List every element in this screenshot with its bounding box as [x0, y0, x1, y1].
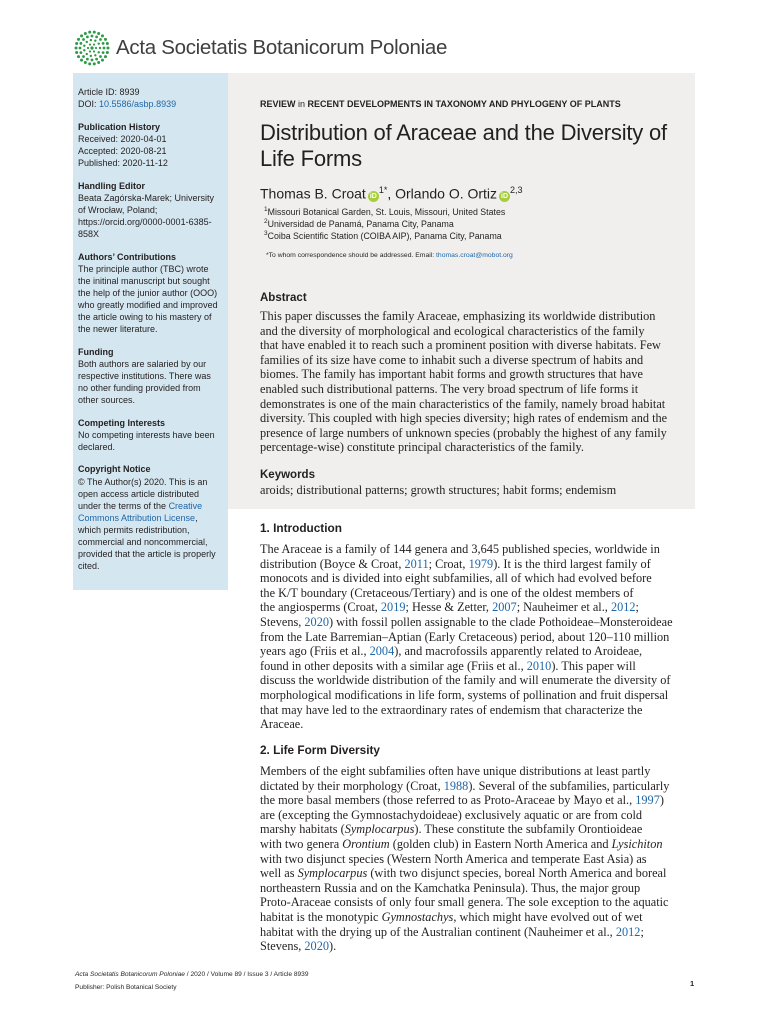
text-run: morphological modifications in life form, systems of pollination and fruit dispersal [260, 688, 669, 702]
abstract-line: presence of large numbers of unknown species (probably the highest of any family [260, 425, 667, 440]
paragraph-line [260, 779, 669, 794]
logo-dot [84, 61, 87, 64]
text-run: that may have led to the extraordinary rates of endemism that characterize the [260, 702, 643, 717]
author-1-name: Thomas B. Croat [260, 185, 366, 202]
publication-history [78, 121, 223, 169]
logo-dot [77, 55, 80, 58]
text-run: found in other deposits with a similar age (Friis et al., [260, 658, 527, 673]
author-2-name: Orlando O. Ortiz [395, 185, 498, 202]
citation-link[interactable]: 2012 [615, 924, 641, 939]
citation-link[interactable]: 2007 [492, 600, 517, 615]
citation-link[interactable]: 2011 [404, 556, 429, 571]
logo-dot [88, 31, 91, 34]
kicker-in: in [295, 99, 308, 109]
text-run: Stevens, [260, 615, 305, 629]
logo-dot [102, 42, 105, 45]
logo-dot [77, 38, 80, 41]
article-kicker [260, 99, 621, 109]
logo-dot [106, 51, 109, 54]
logo-dot [90, 39, 92, 41]
citation-link[interactable]: 1979 [468, 556, 494, 571]
contrib-heading: Authors’ Contributions [78, 251, 176, 262]
paragraph-line [260, 673, 671, 688]
published-date: Published: 2020-11-12 [78, 157, 168, 168]
article-id: Article ID: 8939 [78, 87, 140, 97]
citation-link[interactable]: 2020 [304, 939, 329, 954]
paragraph-line [260, 837, 663, 852]
logo-dot [93, 62, 96, 65]
editor-heading: Handling Editor [78, 180, 145, 191]
paragraph-line [260, 630, 669, 645]
text-run: ), and macrofossils apparently related to Aroideae, [394, 644, 643, 659]
logo-dot [88, 62, 91, 65]
affiliation-1 [264, 206, 505, 217]
logo-dot [83, 49, 85, 51]
logo-dot [75, 51, 78, 54]
logo-dot [75, 42, 78, 45]
logo-dot [79, 47, 82, 50]
author-2-sup: 2,3 [510, 185, 523, 195]
abstract-line: that have enabled it to reach such a prominent position with diverse habitats. Few [260, 338, 661, 353]
affiliation-text: Coiba Scientific Station (COIBA AIP), Panama City, Panama [267, 230, 502, 241]
logo-dot [95, 36, 98, 39]
text-run: the more basal members (those referred to as Proto-Araceae by Mayo et al., [260, 793, 636, 808]
footer-citation [75, 971, 309, 978]
correspondence-note [266, 252, 513, 259]
citation-link[interactable]: 2010 [526, 658, 552, 673]
section-introduction-heading: 1. Introduction [260, 521, 342, 535]
paragraph-line [260, 703, 642, 718]
abstract-line: enabled such distributional patterns. The very broad spectrum of life forms it [260, 382, 639, 396]
abstract-line: demonstrates is one of the main characteristics of the family, namely broad habitat [260, 396, 666, 411]
orcid-icon[interactable]: iD [501, 192, 509, 200]
logo-dot [101, 59, 104, 62]
logo-dot [91, 59, 94, 62]
text-run: discuss the worldwide distribution of the family and will enumerate the diversity of [260, 673, 671, 688]
kicker-topic: RECENT DEVELOPMENTS IN TAXONOMY AND PHYLOGENY OF PLANTS [307, 99, 621, 109]
text-run: ). [329, 939, 337, 954]
logo-dot [84, 32, 87, 35]
text-run: Proto-Araceae consists of only four small genera. The sole exception to the aquatic [260, 895, 669, 910]
copyright-text [78, 476, 223, 573]
affiliation-text: Universidad de Panamá, Panama City, Panama [267, 218, 454, 229]
handling-editor [78, 180, 223, 240]
paragraph-line [260, 910, 643, 925]
abstract-line: families of its size have come to inhabit such a diverse spectrum of habits and [260, 352, 644, 367]
correspondence-text: *To whom correspondence should be addressed. Email: [266, 252, 437, 259]
funding-text: Both authors are salaried by our respective institutions. There was no other funding provided from other sources. [78, 358, 211, 406]
text-run: marshy habitats ( [260, 822, 345, 837]
author-1-sup: 1* [378, 185, 388, 195]
logo-dot [82, 55, 85, 58]
paragraph-line [260, 793, 664, 808]
text-run: the angiosperms (Croat, [260, 600, 381, 615]
logo-dot [106, 42, 109, 45]
text-run: Members of the eight subfamilies often have unique distributions at least partly [260, 764, 651, 778]
text-run: monocots and is divided into eight subfamilies, all of which had evolved before [260, 571, 652, 586]
affiliation-number: 3 [264, 230, 268, 237]
logo-dot [82, 38, 85, 41]
text-run: distribution (Boyce & Croat, [260, 556, 405, 571]
abstract-line: diversity. This coupled with high species diversity; high rates of endemism and the [260, 411, 668, 426]
interests-text: No competing interests have been declared. [78, 429, 215, 452]
paragraph-line [260, 764, 650, 779]
accepted-date: Accepted: 2020-08-21 [78, 145, 167, 156]
text-run: from the Late Barremian–Aptian (Early Cretaceous) period, about 120–110 million [260, 629, 670, 644]
funding [78, 346, 223, 406]
copyright-notice [78, 463, 223, 572]
journal-logo-icon [74, 30, 110, 66]
logo-dot [99, 55, 102, 58]
article-info-sidebar [73, 73, 228, 590]
taxon-name: Gymnostachys [381, 910, 454, 924]
paragraph-line [260, 925, 644, 940]
text-run: habitat is the monotypic [260, 910, 382, 924]
paragraph-line [260, 808, 642, 823]
paragraph-line [260, 822, 642, 837]
text-run: dictated by their morphology (Croat, [260, 778, 444, 793]
text-run: ; [635, 600, 639, 615]
abstract-heading: Abstract [260, 292, 307, 304]
abstract-line: and the diversity of morphological and ecological characteristics of the family [260, 323, 645, 338]
citation-link[interactable]: 2020 [304, 615, 329, 629]
text-run: with two disjunct species (Western North America and temperate East Asia) as [260, 851, 647, 866]
text-run: are (excepting the Gymnostachydoideae) exclusively aquatic or are from cold [260, 807, 643, 822]
text-run: well as [260, 866, 298, 881]
copyright-text-1: © The Author(s) 2020. This is an open access article distributed under the terms of the [78, 476, 208, 511]
logo-dot [80, 51, 83, 54]
contrib-text: The principle author (TBC) wrote the initinal manuscript but sought the help of the junior author (OOO) who greatly modified and improved the article owing to his mastery of the newer literature. [78, 263, 218, 335]
logo-dot [86, 53, 88, 55]
logo-dot [94, 54, 96, 56]
keywords-text: aroids; distributional patterns; growth structures; habit forms; endemism [260, 483, 617, 497]
citation-link[interactable]: 1997 [635, 793, 660, 808]
journal-masthead [74, 28, 447, 68]
text-run: ; Croat, [428, 556, 469, 571]
logo-dot [104, 38, 107, 41]
paragraph-line [260, 852, 647, 867]
journal-title: Acta Societatis Botanicorum Poloniae [116, 36, 448, 59]
copyright-text-2: , which permits redistribution, commercial and noncommercial, provided that the article is properly cited. [78, 512, 216, 572]
interests-heading: Competing Interests [78, 417, 166, 428]
paragraph-line [260, 866, 666, 881]
logo-dot [103, 47, 106, 50]
doi-link[interactable]: 10.5586/asbp.8939 [99, 99, 177, 110]
affiliation-3 [264, 230, 502, 241]
logo-dot [80, 34, 83, 37]
taxon-name: Symplocarpus [344, 822, 415, 837]
text-run: (golden club) in Eastern North America and [389, 837, 612, 851]
logo-dot [91, 35, 94, 38]
text-run: Stevens, [260, 939, 305, 954]
text-run: The Araceae is a family of 144 genera and 3,645 published species, worldwide in [260, 542, 660, 556]
doi-line [78, 98, 223, 110]
footer-volume-info: / 2020 / Volume 89 / Issue 3 / Article 8939 [184, 971, 309, 978]
logo-dot [95, 47, 97, 49]
logo-dot [89, 43, 91, 45]
history-heading: Publication History [78, 121, 161, 132]
footer-publisher: Publisher: Polish Botanical Society [75, 984, 177, 991]
logo-dot [98, 51, 100, 53]
abstract-line: percentage-wise) constitute principal characteristics of the family. [260, 440, 584, 455]
citation-link[interactable]: 2019 [380, 600, 406, 615]
text-run: ). This paper will [551, 658, 636, 673]
orcid-icon[interactable]: iD [369, 192, 377, 200]
logo-dot [102, 51, 105, 54]
text-run: , which might have evolved out of wet [453, 910, 643, 924]
editor-text: Beata Zagórska-Marek; University of Wrocław, Poland; https://orcid.org/0000-0001-6385-858X [78, 192, 215, 239]
authors-contributions [78, 251, 223, 336]
logo-dot [87, 47, 89, 49]
logo-dot [97, 32, 100, 35]
text-run: ; Nauheimer et al., [516, 600, 611, 615]
author-line [260, 185, 523, 202]
abstract-line: This paper discusses the family Araceae, emphasizing its worldwide distribution [260, 309, 656, 323]
citation-link[interactable]: 2012 [610, 600, 636, 615]
paragraph-line [260, 644, 642, 659]
affiliation-number: 2 [264, 218, 268, 225]
logo-dot [80, 59, 83, 62]
text-run: ). It is the third largest family of [493, 556, 651, 571]
affiliation-number: 1 [264, 206, 268, 213]
text-run: ) with fossil pollen assignable to the clade Pothoideae–Monsteroideae [329, 615, 673, 629]
logo-dot [86, 58, 89, 61]
logo-dot [86, 41, 88, 43]
keywords-heading: Keywords [260, 469, 315, 481]
logo-dot [93, 50, 95, 52]
text-run: ; [640, 924, 644, 939]
text-run: ; Hesse & Zetter, [405, 600, 493, 615]
text-run: years ago (Friis et al., [260, 644, 370, 659]
logo-dot [99, 38, 102, 41]
taxon-name: Lysichiton [611, 837, 663, 851]
logo-dot [94, 40, 96, 42]
logo-dot [90, 55, 92, 57]
kicker-review: REVIEW [260, 99, 296, 109]
paragraph-line [260, 688, 668, 703]
logo-dot [80, 42, 83, 45]
paragraph-line [260, 557, 651, 572]
logo-dot [93, 31, 96, 34]
article-title: Distribution of Araceae and the Diversity of Life Forms [260, 120, 667, 171]
logo-dot [107, 47, 110, 50]
paragraph-line [260, 615, 673, 630]
text-run: ) [659, 793, 664, 808]
doi-prefix: DOI: [78, 99, 100, 110]
paragraph-line [260, 600, 639, 615]
paragraph-line [260, 895, 669, 910]
logo-dot [75, 47, 78, 50]
competing-interests [78, 417, 223, 453]
paragraph-line [260, 586, 634, 601]
logo-dot [83, 45, 85, 47]
citation-link[interactable]: 1988 [443, 778, 469, 793]
text-run: ). Several of the subfamilies, particularly [468, 778, 670, 793]
logo-dot [95, 58, 98, 61]
author-separator: , [387, 185, 396, 202]
section-life-forms-heading: 2. Life Form Diversity [260, 743, 380, 757]
paragraph-line [260, 881, 640, 896]
text-run: northeastern Russia and on the Kamchatka Peninsula). Thus, the major group [260, 880, 641, 895]
paragraph-line [260, 659, 636, 674]
text-run: Araceae. [260, 717, 304, 732]
text-run: ). These constitute the subfamily Orontioideae [414, 822, 643, 837]
text-run: with two genera [260, 837, 343, 851]
logo-dot [101, 34, 104, 37]
logo-dot [97, 61, 100, 64]
text-run: (with two disjunct species, boreal North America and boreal [367, 866, 667, 881]
logo-dot [98, 42, 100, 44]
taxon-name: Symplocarpus [297, 866, 368, 881]
correspondence-email-link[interactable]: thomas.croat@mobot.org [436, 252, 513, 259]
paragraph-line [260, 717, 303, 732]
license-link[interactable]: Creative Commons Attribution License [78, 500, 203, 523]
affiliation-2 [264, 218, 454, 229]
received-date: Received: 2020-04-01 [78, 133, 167, 144]
paragraph-line [260, 939, 336, 954]
abstract-line: biomes. The family has important habit forms and growth structures that have [260, 367, 643, 382]
page-number: 1 [690, 979, 695, 988]
paragraph-line [260, 542, 660, 557]
funding-heading: Funding [78, 346, 114, 357]
citation-link[interactable]: 2004 [369, 644, 395, 659]
logo-dot [86, 36, 89, 39]
logo-dot [93, 43, 95, 45]
logo-dot [89, 50, 91, 52]
affiliation-text: Missouri Botanical Garden, St. Louis, Missouri, United States [267, 206, 506, 217]
text-run: the K/T boundary (Cretaceous/Tertiary) and is one of the oldest members of [260, 585, 634, 600]
logo-dot [99, 47, 101, 49]
copyright-heading: Copyright Notice [78, 464, 151, 475]
logo-dot [90, 46, 93, 49]
text-run: habitat with the drying up of the Australian continent (Nauheimer et al., [260, 924, 616, 939]
paragraph-line [260, 571, 652, 586]
logo-dot [104, 55, 107, 58]
footer-journal-name: Acta Societatis Botanicorum Poloniae [75, 971, 185, 978]
taxon-name: Orontium [342, 837, 390, 851]
